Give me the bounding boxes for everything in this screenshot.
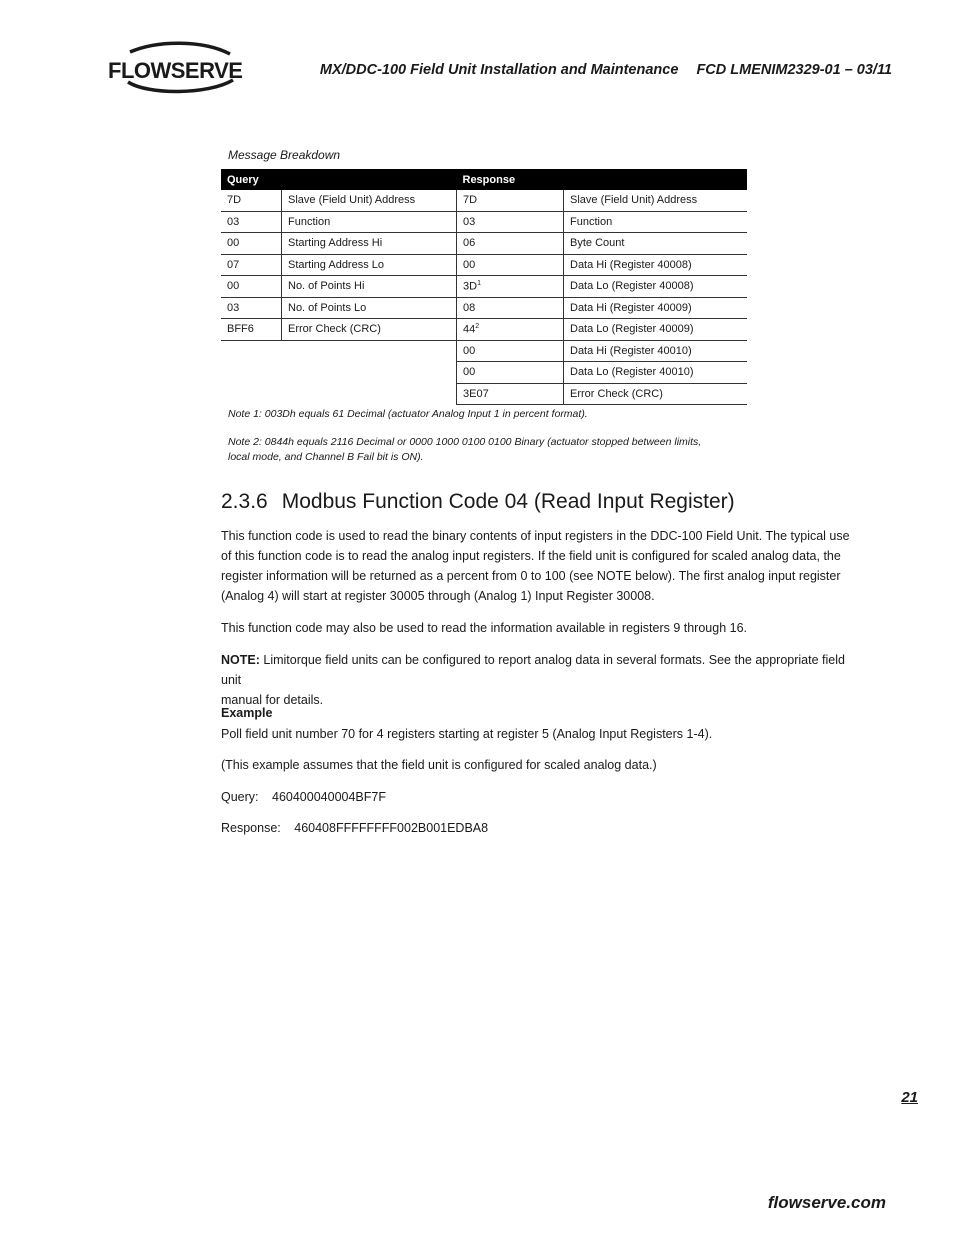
response-code: 3E07 <box>463 387 489 400</box>
table-row <box>221 211 747 233</box>
response-desc-cell: Data Hi (Register 40008) <box>564 254 748 276</box>
intro-line: (Analog 4) will start at register 30005 through (Analog 1) Input Register 30008. <box>221 589 655 603</box>
response-value: 460408FFFFFFFF002B001EDBA8 <box>294 821 489 835</box>
query-code-cell: BFF6 <box>221 319 282 341</box>
intro-line: This function code is used to read the binary contents of input registers in the DDC-100 Field Unit. The typical use <box>221 529 850 543</box>
section-heading <box>221 490 735 514</box>
document-header <box>320 62 892 78</box>
response-code: 00 <box>463 344 476 357</box>
query-code-cell: 7D <box>221 190 282 211</box>
response-desc-cell: Data Lo (Register 40009) <box>564 319 748 341</box>
response-code-cell <box>457 190 564 211</box>
response-code: 06 <box>463 237 476 250</box>
table-row <box>221 233 747 255</box>
response-desc-cell: Data Lo (Register 40008) <box>564 276 748 298</box>
query-code-cell: 03 <box>221 297 282 319</box>
note-text-continued: manual for details. <box>221 693 324 707</box>
response-code: 08 <box>463 301 476 314</box>
response-desc-cell: Byte Count <box>564 233 748 255</box>
example-text: Poll field unit number 70 for 4 registers starting at register 5 (Analog Input Registers 1-4). <box>221 727 713 741</box>
table-row <box>221 190 747 211</box>
query-code-cell: 00 <box>221 233 282 255</box>
response-code-cell <box>457 211 564 233</box>
response-code-cell <box>457 276 564 298</box>
response-label: Response: <box>221 821 281 835</box>
response-code-cell <box>457 297 564 319</box>
response-desc-cell: Function <box>564 211 748 233</box>
intro-line: of this function code is to read the analog input registers. If the field unit is configured for scaled analog data, the <box>221 549 841 563</box>
response-desc-cell: Data Lo (Register 40010) <box>564 362 748 384</box>
registers-paragraph: This function code may also be used to read the information available in registers 9 through 16. <box>221 621 748 635</box>
query-code-cell: 07 <box>221 254 282 276</box>
query-desc-cell: Slave (Field Unit) Address <box>282 190 457 211</box>
table-note-1: Note 1: 003Dh equals 61 Decimal (actuator Analog Input 1 in percent format). <box>228 408 588 420</box>
response-code: 00 <box>463 258 476 271</box>
query-desc-cell: Error Check (CRC) <box>282 319 457 341</box>
table-row <box>221 319 747 341</box>
response-code-cell <box>457 254 564 276</box>
query-line <box>221 787 861 807</box>
response-desc-cell: Data Hi (Register 40010) <box>564 340 748 362</box>
table-row <box>221 254 747 276</box>
query-desc-cell: No. of Points Lo <box>282 297 457 319</box>
query-label: Query: <box>221 790 259 804</box>
response-code-cell <box>457 362 564 384</box>
doc-title: MX/DDC-100 Field Unit Installation and Maintenance <box>319 62 679 78</box>
response-code: 44 <box>463 323 476 336</box>
table-caption: Message Breakdown <box>228 148 341 162</box>
table-row <box>221 276 747 298</box>
response-code: 3D <box>463 280 478 293</box>
table-note-2 <box>228 435 701 465</box>
section-title: Modbus Function Code 04 (Read Input Register) <box>281 490 735 513</box>
response-desc-cell: Error Check (CRC) <box>564 383 748 405</box>
page-number: 21 <box>901 1089 918 1106</box>
query-desc-cell: Starting Address Hi <box>282 233 457 255</box>
doc-code: FCD LMENIM2329-01 – 03/11 <box>696 62 892 78</box>
response-desc-cell: Slave (Field Unit) Address <box>564 190 748 211</box>
response-code-cell <box>457 383 564 405</box>
intro-line: register information will be returned as a percent from 0 to 100 (see NOTE below). The first analog input register <box>221 569 841 583</box>
note-label: NOTE: <box>221 653 260 667</box>
empty-query-cell <box>221 340 457 405</box>
query-desc-cell: Function <box>282 211 457 233</box>
response-code-cell <box>457 319 564 341</box>
intro-paragraph <box>221 526 861 606</box>
query-code-cell: 03 <box>221 211 282 233</box>
query-desc-cell: No. of Points Hi <box>282 276 457 298</box>
response-line <box>221 818 861 838</box>
message-breakdown-table <box>221 169 747 405</box>
example-heading: Example <box>221 706 273 720</box>
example-assumption: (This example assumes that the field unit is configured for scaled analog data.) <box>221 758 657 772</box>
query-desc-cell: Starting Address Lo <box>282 254 457 276</box>
query-header: Query <box>221 169 457 190</box>
response-code-cell <box>457 233 564 255</box>
response-code: 7D <box>463 194 478 207</box>
flowserve-logo <box>108 40 250 96</box>
footer-website: flowserve.com <box>767 1193 886 1212</box>
table-row <box>221 297 747 319</box>
table-note-2-line: local mode, and Channel B Fail bit is ON). <box>228 451 424 463</box>
query-value: 460400040004BF7F <box>272 790 386 804</box>
query-code-cell: 00 <box>221 276 282 298</box>
note-paragraph <box>221 650 861 710</box>
response-code: 03 <box>463 215 476 228</box>
table-row <box>221 340 747 362</box>
logo-wordmark: FLOWSERVE <box>108 58 243 83</box>
response-desc-cell: Data Hi (Register 40009) <box>564 297 748 319</box>
table-note-2-line: Note 2: 0844h equals 2116 Decimal or 0000 1000 0100 0100 Binary (actuator stopped between limits, <box>228 436 702 448</box>
footnote-marker: 2 <box>475 322 480 330</box>
note-text: Limitorque field units can be configured to report analog data in several formats. See the appropriate field unit <box>221 653 845 687</box>
section-number: 2.3.6 <box>221 490 268 513</box>
footnote-marker: 1 <box>477 279 481 287</box>
table-header-row <box>221 169 747 190</box>
response-code-cell <box>457 340 564 362</box>
response-header: Response <box>457 169 748 190</box>
response-code: 00 <box>463 366 476 379</box>
